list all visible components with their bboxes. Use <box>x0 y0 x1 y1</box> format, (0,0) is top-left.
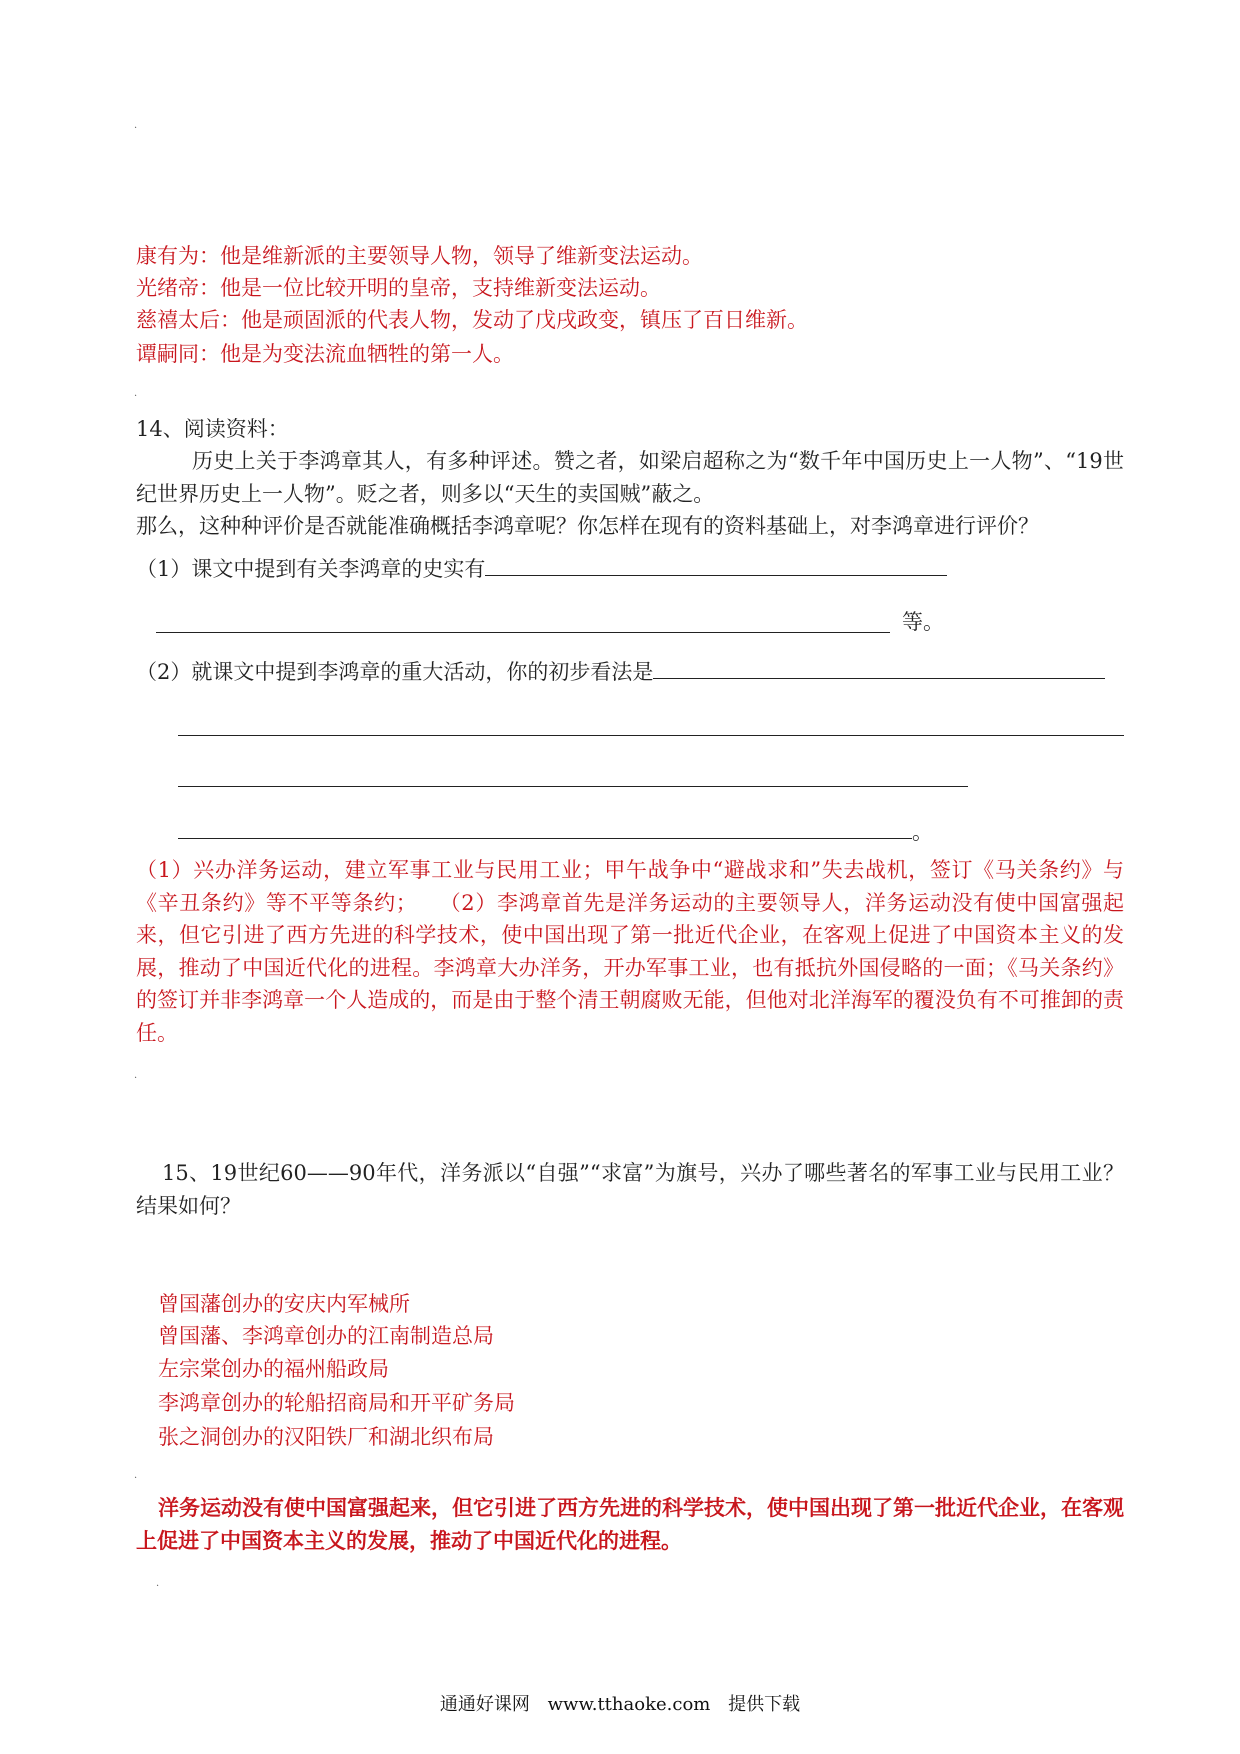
figure-cixi: 慈禧太后：他是顽固派的代表人物，发动了戊戌政变，镇压了百日维新。 <box>136 308 808 332</box>
paragraph-mark: · <box>134 1473 138 1484</box>
paragraph-mark: · <box>156 1581 160 1592</box>
q14-sub2-label: （2）就课文中提到李鸿章的重大活动，你的初步看法是 <box>136 660 654 684</box>
q14-heading: 14、阅读资料： <box>136 417 289 441</box>
answer-blank[interactable] <box>178 735 1124 736</box>
q14-sub2 <box>136 656 1105 688</box>
answer-blank[interactable] <box>156 632 890 633</box>
figure-guangxu: 光绪帝：他是一位比较开明的皇帝，支持维新变法运动。 <box>136 276 661 300</box>
footer-site-name: 通通好课网 <box>439 1694 530 1715</box>
q14-sub2-end: 。 <box>912 820 933 844</box>
answer-blank[interactable] <box>653 656 1105 679</box>
q14-sub1-label: （1）课文中提到有关李鸿章的史实有 <box>136 557 486 581</box>
q15-result: 洋务运动没有使中国富强起来，但它引进了西方先进的科学技术，使中国出现了第一批近代企业，在客观上促进了中国资本主义的发展，推动了中国近代化的进程。 <box>136 1495 1124 1553</box>
answer-blank[interactable] <box>485 553 947 576</box>
figure-tan-sitong: 谭嗣同：他是为变法流血牺牲的第一人。 <box>136 342 514 366</box>
q14-sub1-end: 等。 <box>902 610 944 634</box>
enterprise-item: 张之洞创办的汉阳铁厂和湖北织布局 <box>158 1425 494 1449</box>
footer-url[interactable]: www.tthaoke.com <box>547 1694 711 1715</box>
paragraph-mark: · <box>134 391 138 402</box>
q14-prompt: 那么，这种种评价是否就能准确概括李鸿章呢？你怎样在现有的资料基础上，对李鸿章进行评价？ <box>136 514 1039 538</box>
paragraph-mark: · <box>134 1073 138 1084</box>
answer-blank[interactable] <box>178 838 912 839</box>
enterprise-item: 曾国藩、李鸿章创办的江南制造总局 <box>158 1324 494 1348</box>
page-footer <box>0 1690 1240 1716</box>
q14-answer: （1）兴办洋务运动，建立军事工业与民用工业；甲午战争中“避战求和”失去战机，签订《马关条约》与《辛丑条约》等不平等条约； （2）李鸿章首先是洋务运动的主要领导人，洋务运动没有使中国富强起来，但它引进了西方先进的科学技术，使中国出现了第一批近代企业，在客观上促进了中国资本主义的发展，推动了中国近代化的进程。李鸿章大办洋务，开办军事工业，也有抵抗外国侵略的一面；《马关条约》的签订并非李鸿章一个人造成的，而是由于整个清王朝腐败无能，但他对北洋海军的覆没负有不可推卸的责任。 <box>136 858 1124 1045</box>
enterprise-item: 左宗棠创办的福州船政局 <box>158 1357 389 1381</box>
answer-blank[interactable] <box>178 786 968 787</box>
q15-question: 15、19世纪60——90年代，洋务派以“自强”“求富”为旗号，兴办了哪些著名的军事工业与民用工业？结果如何？ <box>136 1161 1124 1218</box>
q14-material: 历史上关于李鸿章其人，有多种评述。赞之者，如梁启超称之为“数千年中国历史上一人物”、“19世纪世界历史上一人物”。贬之者，则多以“天生的卖国贼”蔽之。 <box>136 449 1124 506</box>
figure-kang-youwei: 康有为：他是维新派的主要领导人物，领导了维新变法运动。 <box>136 244 703 268</box>
footer-suffix: 提供下载 <box>728 1694 801 1715</box>
q14-sub1 <box>136 553 947 585</box>
enterprise-item: 曾国藩创办的安庆内军械所 <box>158 1292 410 1316</box>
enterprise-item: 李鸿章创办的轮船招商局和开平矿务局 <box>158 1391 515 1415</box>
paragraph-mark: · <box>134 123 138 134</box>
